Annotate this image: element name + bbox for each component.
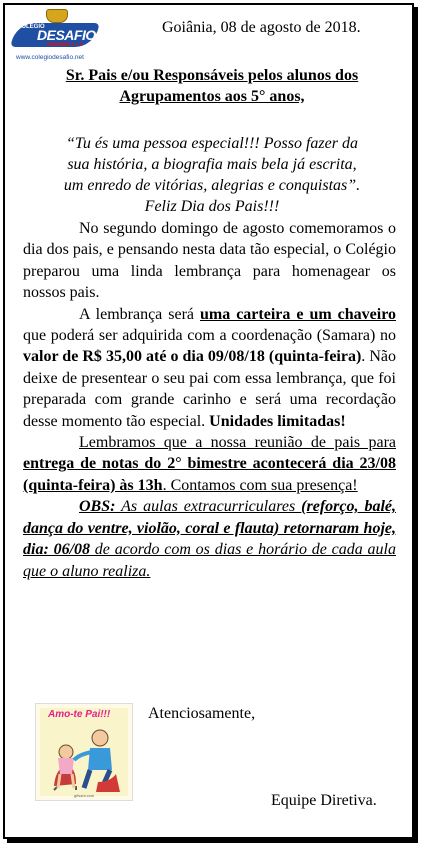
obs-text-2: de acordo com os dias e horário de cada aula que o aluno realiza. <box>23 541 396 580</box>
paragraph-obs <box>23 496 396 582</box>
letter-heading <box>14 65 410 107</box>
fathers-day-quote <box>14 133 410 217</box>
obs-classes: (reforço, balé, dança do ventre, violão, coral e flauta) retornaram hoje, dia: 06/08 <box>23 498 396 559</box>
clipart-title: Amo-te Pai!!! <box>48 709 111 720</box>
logo-line2: DESAFIO <box>37 27 96 43</box>
meeting-text-2: . Contamos com sua presença! <box>162 476 358 494</box>
quote-line1: “Tu és uma pessoa especial!!! Posso fazer da <box>66 135 358 152</box>
heading-line1: Sr. Pais e/ou Responsáveis pelos alunos dos <box>65 67 359 84</box>
paragraph-intro: No segundo domingo de agosto comemoramos o dia dos pais, e pensando nesta data tão especial, o Colégio preparou uma linda lembrança para homenagear os nossos pais. <box>23 220 396 302</box>
logo-url: www.colegiodesafio.net <box>16 54 84 61</box>
meeting-text-1: Lembramos que a nossa reunião de pais para <box>79 434 396 452</box>
letter-date: Goiânia, 08 de agosto de 2018. <box>162 19 361 36</box>
father-child-icon <box>36 704 132 800</box>
school-logo <box>13 9 99 63</box>
gift-text-2: que poderá ser adquirida com a coordenação (Samara) no <box>23 327 396 345</box>
gift-text-1: A lembrança será <box>79 305 200 323</box>
signature-text: Equipe Diretiva. <box>271 792 377 809</box>
gift-limited: Unidades limitadas! <box>209 412 346 430</box>
quote-line3: um enredo de vitórias, alegrias e conquistas”. <box>63 177 361 194</box>
obs-label: OBS: <box>79 498 116 516</box>
gift-item: uma carteira e um chaveiro <box>200 305 397 323</box>
meeting-date: entrega de notas do 2° bimestre acontecerá dia 23/08 (quinta-feira) às 13h <box>23 455 396 494</box>
logo-line3: UNIDADE 1 e 2 <box>47 42 83 48</box>
paragraph-meeting <box>23 432 396 496</box>
obs-text-1: As aulas extracurriculares <box>115 498 302 516</box>
crest-icon <box>46 9 68 23</box>
gift-price: valor de R$ 35,00 até o dia 09/08/18 (quinta-feira) <box>23 348 362 366</box>
letter-body <box>23 218 396 582</box>
quote-line2: sua história, a biografia mais bela já escrita, <box>67 156 357 173</box>
closing-text: Atenciosamente, <box>148 705 256 722</box>
logo-line1: COLÉGIO <box>17 24 45 30</box>
gift-text-3: . Não deixe de presentear o seu pai com essa lembrança, que foi preparada com grande carinho e será uma recordação desse momento tão especial. <box>23 348 397 430</box>
paragraph-gift <box>23 304 396 432</box>
quote-line4: Feliz Dia dos Pais!!! <box>144 198 280 215</box>
fathers-day-clipart <box>35 703 133 801</box>
heading-line2: Agrupamentos aos 5° anos, <box>119 88 305 105</box>
clipart-credit: gifsani.com <box>74 793 95 798</box>
